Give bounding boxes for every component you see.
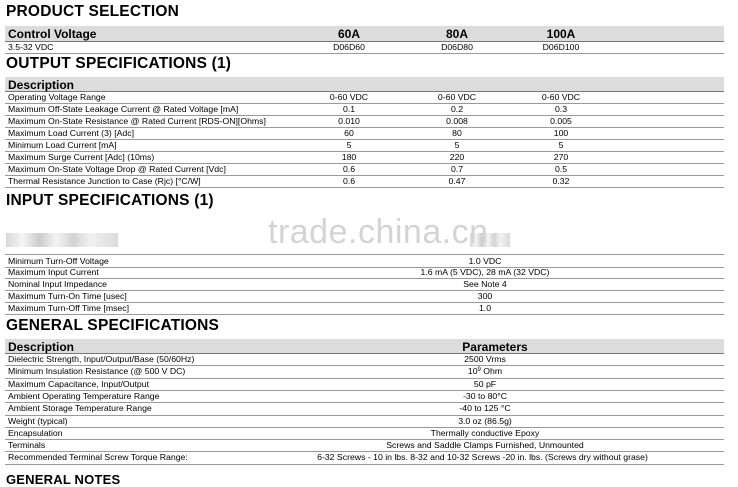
cell-60a: 0.6 xyxy=(342,164,356,174)
cell-60a: 0.1 xyxy=(342,104,356,114)
cell-100a: 0-60 VDC xyxy=(541,92,581,102)
cell-100a: 0.3 xyxy=(554,104,568,114)
row-label: Maximum On-State Voltage Drop @ Rated Current [Vdc] xyxy=(8,164,226,174)
output-specs-header xyxy=(5,77,724,92)
row-label: Maximum Input Current xyxy=(8,267,99,277)
row-label: Maximum Turn-Off Time [msec] xyxy=(8,303,129,313)
cell-100a: 0.5 xyxy=(554,164,568,174)
control-voltage-header: Control Voltage xyxy=(8,27,97,41)
cell-80a: 80 xyxy=(452,128,462,138)
row-label: Nominal Input Impedance xyxy=(8,279,107,289)
row-label: Maximum Load Current (3) [Adc] xyxy=(8,128,135,138)
row-value: 2500 Vrms xyxy=(464,354,506,364)
cell-80a: 0.7 xyxy=(450,164,464,174)
general-notes-title: GENERAL NOTES xyxy=(6,472,121,487)
cell-60a: 0.010 xyxy=(338,116,360,126)
cell-80a: 0-60 VDC xyxy=(437,92,477,102)
row-value xyxy=(245,366,725,376)
row-value: 1.0 xyxy=(478,303,492,313)
row-label: Maximum On-State Resistance @ Rated Current [RDS-ON][Ohms] xyxy=(8,116,266,126)
part-number: D06D80 xyxy=(441,42,473,52)
cell-100a: 5 xyxy=(558,140,564,150)
row-label: Maximum Turn-On Time [usec] xyxy=(8,291,127,301)
cell-100a: 100 xyxy=(553,128,569,138)
row-label: Weight (typical) xyxy=(8,416,68,426)
cell-100a: 0.32 xyxy=(552,176,570,186)
cell-80a: 5 xyxy=(454,140,460,150)
value-exponent: 9 xyxy=(477,367,481,373)
row-value: 50 pF xyxy=(473,379,497,389)
row-label: 3.5-32 VDC xyxy=(8,42,54,52)
product-selection-header xyxy=(5,26,724,42)
cell-80a: 0.008 xyxy=(446,116,468,126)
table-row xyxy=(5,41,724,54)
watermark: trade.china.cn xyxy=(268,213,489,251)
row-label: Ambient Operating Temperature Range xyxy=(8,391,160,401)
row-label: Maximum Surge Current [Adc] (10ms) xyxy=(8,152,155,162)
table-row xyxy=(5,402,724,416)
table-row xyxy=(5,451,724,465)
row-label: Minimum Load Current [mA] xyxy=(8,140,117,150)
value-base: 10 xyxy=(467,366,478,376)
table-row xyxy=(5,365,724,379)
row-value: 300 xyxy=(477,291,493,301)
table-row xyxy=(5,175,724,188)
col-100a-header: 100A xyxy=(546,27,576,41)
cell-60a: 180 xyxy=(341,152,357,162)
row-label: Minimum Insulation Resistance (@ 500 V DC) xyxy=(8,366,186,376)
row-label: Maximum Off-State Leakage Current @ Rated Voltage [mA] xyxy=(8,104,239,114)
product-selection-title: PRODUCT SELECTION xyxy=(6,3,180,20)
row-label: Thermal Resistance Junction to Case (Rjc) [°C/W] xyxy=(8,176,201,186)
row-label: Maximum Capacitance, Input/Output xyxy=(8,379,149,389)
row-label: Encapsulation xyxy=(8,428,63,438)
row-label: Operating Voltage Range xyxy=(8,92,106,102)
cell-80a: 0.47 xyxy=(448,176,466,186)
description-header: Description xyxy=(8,340,75,354)
value-unit: Ohm xyxy=(480,366,503,376)
row-label: Minimum Turn-Off Voltage xyxy=(8,256,109,266)
row-value: Screws and Saddle Clamps Furnished, Unmounted xyxy=(386,440,584,450)
output-specs-title: OUTPUT SPECIFICATIONS (1) xyxy=(6,55,232,72)
cell-100a: 0.005 xyxy=(550,116,572,126)
row-label: Dielectric Strength, Input/Output/Base (50/60Hz) xyxy=(8,354,195,364)
cell-80a: 220 xyxy=(449,152,465,162)
row-value: 3.0 oz (86.5g) xyxy=(458,416,512,426)
row-value: Thermally conductive Epoxy xyxy=(430,428,540,438)
row-value: 1.0 VDC xyxy=(468,256,502,266)
cell-100a: 270 xyxy=(553,152,569,162)
general-specs-header xyxy=(5,339,724,354)
description-header: Description xyxy=(8,78,75,92)
row-value: -30 to 80°C xyxy=(462,391,508,401)
cell-60a: 0-60 VDC xyxy=(329,92,369,102)
part-number: D06D100 xyxy=(542,42,580,52)
cell-60a: 5 xyxy=(346,140,352,150)
cell-60a: 60 xyxy=(344,128,354,138)
parameters-header: Parameters xyxy=(462,340,528,354)
row-label: Terminals xyxy=(8,440,46,450)
cell-60a: 0.6 xyxy=(342,176,356,186)
col-60a-header: 60A xyxy=(337,27,360,41)
row-label: Recommended Terminal Screw Torque Range: xyxy=(8,452,188,462)
row-value: 6-32 Screws - 10 in lbs. 8-32 and 10-32 Screws -20 in. lbs. (Screws dry without grase) xyxy=(317,452,648,462)
table-row xyxy=(5,302,724,315)
part-number: D06D60 xyxy=(333,42,365,52)
row-value: See Note 4 xyxy=(463,279,507,289)
blurred-text xyxy=(6,233,118,247)
cell-80a: 0.2 xyxy=(450,104,464,114)
general-specs-title: GENERAL SPECIFICATIONS xyxy=(6,317,220,334)
input-specs-title: INPUT SPECIFICATIONS (1) xyxy=(6,192,214,209)
row-value: 1.6 mA (5 VDC), 28 mA (32 VDC) xyxy=(420,267,550,277)
col-80a-header: 80A xyxy=(445,27,468,41)
row-value: -40 to 125 °C xyxy=(459,403,511,413)
row-label: Ambient Storage Temperature Range xyxy=(8,403,152,413)
